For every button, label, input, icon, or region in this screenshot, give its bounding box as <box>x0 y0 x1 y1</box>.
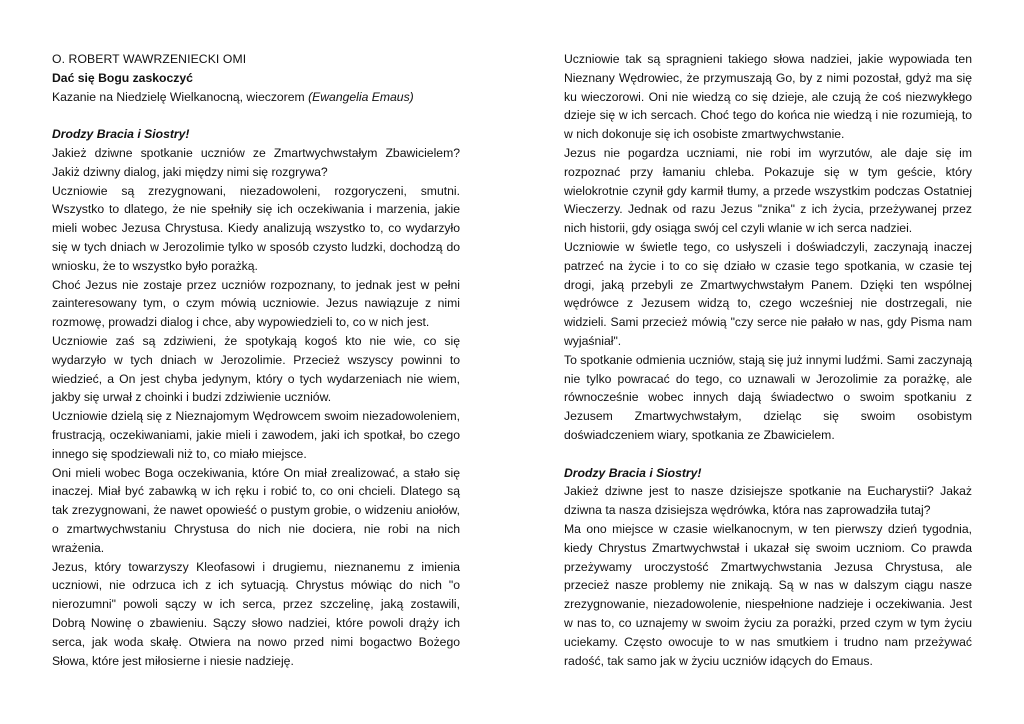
subtitle-gospel: (Ewangelia Emaus) <box>308 89 414 104</box>
paragraph: Uczniowie dzielą się z Nieznajomym Wędrowcem swoim niezadowoleniem, frustracją, oczekiwaniami, jakie mieli i zawodem, jaki ich spotkał, bo czego innego się spodziewali niż to, co miało miejsce. <box>52 409 460 461</box>
sermon-title: Dać się Bogu zaskoczyć <box>52 70 193 85</box>
paragraph: Ma ono miejsce w czasie wielkanocnym, w ten pierwszy dzień tygodnia, kiedy Chrystus Zmartwychwstał i ukazał się swoim uczniom. Co prawda przeżywamy uroczystość Zmartwychwstania Jezusa Chrystusa, ale przecież nasze problemy nie znikają. Są w nas w dalszym ciągu nasze zrezygnowanie, niezadowolenie, niespełnione nadzieje i oczekiwania. Jest w nas to, co uznajemy w swoim życiu za porażki, przed czym w tym życiu uciekamy. Często owocuje to w nas smutkiem i trudno nam przeżywać radość, tak samo jak w życiu uczniów idących do Emaus. <box>564 521 972 668</box>
paragraph: Uczniowie zaś są zdziwieni, że spotykają kogoś kto nie wie, co się wydarzyło w tych dniach w Jerozolimie. Przecież wszyscy powinni to wiedzieć, a On jest chyba jedynym, który o tych wydarzeniach nie wiem, jakby się urwał z choinki i budzi zdziwienie uczniów. <box>52 333 460 405</box>
paragraph: Oni mieli wobec Boga oczekiwania, które On miał zrealizować, a stało się inaczej. Miał być zabawką w ich ręku i robić to, co oni chcieli. Dlatego są tak zrezygnowani, że nawet opowieść o pustym grobie, o widzeniu aniołów, o zmartwychwstaniu Chrystusa do nich nie dociera, nie robi na nich wrażenia. <box>52 465 460 555</box>
paragraph: To spotkanie odmienia uczniów, stają się już innymi ludźmi. Sami zaczynają nie tylko powracać do tego, co uznawali w Jerozolimie za porażkę, ale równocześnie wobec innych dają świadectwo o swoim spotkaniu z Jezusem Zmartwychwstałym, dzieląc się swoim osobistym doświadczeniem wiary, spotkania ze Zbawicielem. <box>564 352 972 442</box>
subtitle-text: Kazanie na Niedzielę Wielkanocną, wieczorem <box>52 89 309 104</box>
paragraph: Jakież dziwne jest to nasze dzisiejsze spotkanie na Eucharystii? Jakaż dziwna ta nasza dzisiejsza wędrówka, która nas zaprowadziła tutaj? <box>564 484 972 518</box>
spacer <box>52 106 460 125</box>
paragraph: Uczniowie są zrezygnowani, niezadowoleni, rozgoryczeni, smutni. Wszystko to dlatego, że nie spełniły się ich oczekiwania i marzenia, jakie mieli wobec Jezusa Chrystusa. Kiedy analizują wszystko to, co wydarzyło się w tych dniach w Jerozolimie tylko w sposób czysto ludzki, dochodzą do wniosku, że to wszystko było porażką. <box>52 183 460 273</box>
right-column <box>564 50 972 670</box>
greeting: Drodzy Bracia i Siostry! <box>52 127 190 142</box>
left-column <box>52 50 460 670</box>
paragraph: Choć Jezus nie zostaje przez uczniów rozpoznany, to jednak jest w pełni zainteresowany tym, o czym mówią uczniowie. Jezus nawiązuje z nimi rozmowę, prowadzi dialog i chce, aby wypowiedzieli to, co w nich jest. <box>52 277 460 330</box>
spacer <box>564 445 972 464</box>
sermon-subtitle <box>52 88 460 107</box>
greeting: Drodzy Bracia i Siostry! <box>564 465 702 480</box>
paragraph: Uczniowie tak są spragnieni takiego słowa nadziei, jakie wypowiada ten Nieznany Wędrowiec, że przymuszają Go, by z nimi pozostał, gdyż ma się ku wieczorowi. Oni nie wiedzą co się dzieje, ale czują że coś niezwykłego dzieje się w ich sercach. Choć tego do końca nie wiedzą i nie rozumieją, to w nich dokonuje się ich osobiste zmartwychwstanie. <box>564 52 972 142</box>
paragraph: Uczniowie w świetle tego, co usłyszeli i doświadczyli, zaczynają inaczej patrzeć na życie i to co się działo w czasie tego spotkania, w czasie tej drogi, jaką przebyli ze Zmartwychwstałym Panem. Dzięki ten wspólnej wędrówce z Jezusem widzą to, czego wcześniej nie dostrzegali, nie widzieli. Sami przecież mówią "czy serce nie pałało w nas, gdy Pisma nam wyjaśniał". <box>564 239 972 348</box>
paragraph: Jezus nie pogardza uczniami, nie robi im wyrzutów, ale daje się im rozpoznać przy łamaniu chleba. Pokazuje się w tym geście, który wielokrotnie czynił gdy karmił tłumy, a przede wszystkim podczas Ostatniej Wieczerzy. Jednak od razu Jezus "znika" z ich życia, przeżywanej przez nich historii, gdy osiąga swój cel czyli wlanie w ich serca nadziei. <box>564 145 972 236</box>
author-line: O. ROBERT WAWRZENIECKI OMI <box>52 52 247 66</box>
paragraph: Jakież dziwne spotkanie uczniów ze Zmartwychwstałym Zbawicielem? Jakiż dziwny dialog, jaki między nimi się rozgrywa? <box>52 145 460 179</box>
paragraph: Jezus, który towarzyszy Kleofasowi i drugiemu, nieznanemu z imienia uczniowi, nie odrzuca ich z ich sytuacją. Chrystus mówiąc do nich "o nierozumni" powoli sączy w ich serca, przez szczelinę, jaką zostawili, Dobrą Nowinę o zbawieniu. Sączy słowo nadziei, które powoli drąży ich serca, jak woda skałę. Otwiera na nowo przed nimi bogactwo Bożego Słowa, które jest miłosierne i niesie nadzieję. <box>52 559 460 668</box>
